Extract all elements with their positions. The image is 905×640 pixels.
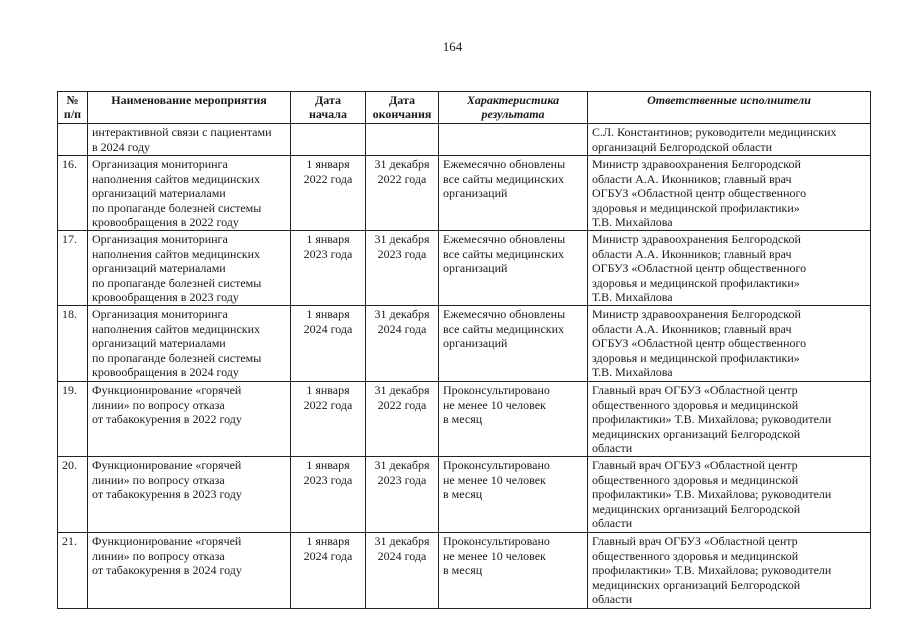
cell-num bbox=[58, 124, 88, 156]
table-row bbox=[58, 457, 871, 533]
table-header-row bbox=[58, 92, 871, 124]
cell-name: Организация мониторинга наполнения сайтов медицинских организаций материалами по пропаганде болезней системы кровообращения в 2022 году bbox=[88, 156, 291, 231]
cell-end-date: 31 декабря 2022 года bbox=[366, 382, 439, 457]
cell-start-date bbox=[291, 124, 366, 156]
cell-start-date: 1 января 2024 года bbox=[291, 306, 366, 382]
cell-result: Проконсультировано не менее 10 человек в месяц bbox=[439, 457, 588, 533]
cell-end-date: 31 декабря 2024 года bbox=[366, 533, 439, 609]
cell-name: Функционирование «горячей линии» по вопросу отказа от табакокурения в 2022 году bbox=[88, 382, 291, 457]
cell-result bbox=[439, 124, 588, 156]
cell-num: 17. bbox=[58, 231, 88, 306]
cell-responsible: Министр здравоохранения Белгородской области А.А. Иконников; главный врач ОГБУЗ «Областной центр общественного здоровья и медицинской профилактики» Т.В. Михайлова bbox=[588, 156, 871, 231]
table-row bbox=[58, 231, 871, 306]
cell-responsible: Министр здравоохранения Белгородской области А.А. Иконников; главный врач ОГБУЗ «Областной центр общественного здоровья и медицинской профилактики» Т.В. Михайлова bbox=[588, 231, 871, 306]
cell-name: Организация мониторинга наполнения сайтов медицинских организаций материалами по пропаганде болезней системы кровообращения в 2024 году bbox=[88, 306, 291, 382]
cell-responsible: Министр здравоохранения Белгородской области А.А. Иконников; главный врач ОГБУЗ «Областной центр общественного здоровья и медицинской профилактики» Т.В. Михайлова bbox=[588, 306, 871, 382]
cell-name: интерактивной связи с пациентами в 2024 году bbox=[88, 124, 291, 156]
cell-start-date: 1 января 2022 года bbox=[291, 156, 366, 231]
cell-end-date: 31 декабря 2022 года bbox=[366, 156, 439, 231]
table-row bbox=[58, 382, 871, 457]
cell-num: 16. bbox=[58, 156, 88, 231]
cell-end-date: 31 декабря 2023 года bbox=[366, 457, 439, 533]
header-name: Наименование мероприятия bbox=[88, 92, 291, 124]
cell-name: Функционирование «горячей линии» по вопросу отказа от табакокурения в 2023 году bbox=[88, 457, 291, 533]
cell-name: Организация мониторинга наполнения сайтов медицинских организаций материалами по пропаганде болезней системы кровообращения в 2023 году bbox=[88, 231, 291, 306]
table-row bbox=[58, 306, 871, 382]
page-number: 164 bbox=[442, 39, 463, 54]
cell-responsible: С.Л. Константинов; руководители медицинских организаций Белгородской области bbox=[588, 124, 871, 156]
table-row bbox=[58, 533, 871, 609]
cell-result: Ежемесячно обновлены все сайты медицинских организаций bbox=[439, 231, 588, 306]
cell-end-date: 31 декабря 2024 года bbox=[366, 306, 439, 382]
cell-num: 18. bbox=[58, 306, 88, 382]
cell-result: Проконсультировано не менее 10 человек в месяц bbox=[439, 382, 588, 457]
cell-start-date: 1 января 2024 года bbox=[291, 533, 366, 609]
cell-end-date: 31 декабря 2023 года bbox=[366, 231, 439, 306]
header-start-date: Дата начала bbox=[291, 92, 366, 124]
cell-start-date: 1 января 2022 года bbox=[291, 382, 366, 457]
cell-name: Функционирование «горячей линии» по вопросу отказа от табакокурения в 2024 году bbox=[88, 533, 291, 609]
table-row-continuation bbox=[58, 124, 871, 156]
cell-result: Ежемесячно обновлены все сайты медицинских организаций bbox=[439, 306, 588, 382]
cell-end-date bbox=[366, 124, 439, 156]
cell-responsible: Главный врач ОГБУЗ «Областной центр общественного здоровья и медицинской профилактики» Т.В. Михайлова; руководители медицинских организаций Белгородской области bbox=[588, 533, 871, 609]
cell-num: 19. bbox=[58, 382, 88, 457]
header-responsible: Ответственные исполнители bbox=[588, 92, 871, 124]
cell-start-date: 1 января 2023 года bbox=[291, 457, 366, 533]
cell-result: Ежемесячно обновлены все сайты медицинских организаций bbox=[439, 156, 588, 231]
cell-responsible: Главный врач ОГБУЗ «Областной центр общественного здоровья и медицинской профилактики» Т.В. Михайлова; руководители медицинских организаций Белгородской области bbox=[588, 457, 871, 533]
cell-num: 20. bbox=[58, 457, 88, 533]
cell-result: Проконсультировано не менее 10 человек в месяц bbox=[439, 533, 588, 609]
cell-start-date: 1 января 2023 года bbox=[291, 231, 366, 306]
table-row bbox=[58, 156, 871, 231]
header-num: № п/п bbox=[58, 92, 88, 124]
cell-responsible: Главный врач ОГБУЗ «Областной центр общественного здоровья и медицинской профилактики» Т.В. Михайлова; руководители медицинских организаций Белгородской области bbox=[588, 382, 871, 457]
cell-num: 21. bbox=[58, 533, 88, 609]
header-result: Характеристика результата bbox=[439, 92, 588, 124]
header-end-date: Дата окончания bbox=[366, 92, 439, 124]
activities-table bbox=[57, 91, 871, 609]
